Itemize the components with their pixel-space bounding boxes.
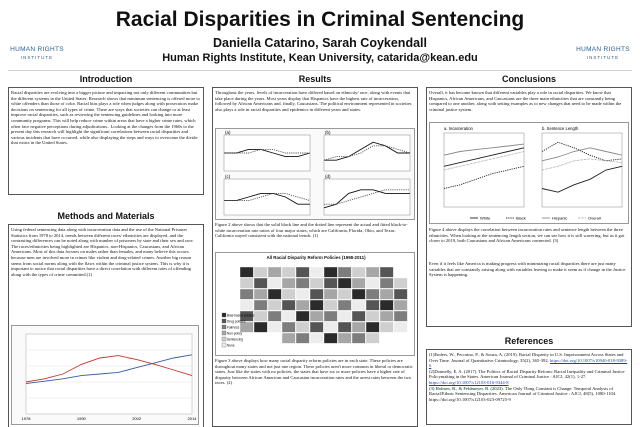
state-tile — [296, 267, 309, 277]
legend-swatch — [222, 343, 226, 347]
panel-label: (a) — [225, 130, 231, 135]
panel-label: (b) — [325, 130, 331, 135]
state-tile — [296, 300, 309, 310]
methods-line-chart — [12, 326, 200, 426]
state-tile — [324, 300, 337, 310]
state-tile — [366, 322, 379, 332]
conclusions-box — [426, 87, 632, 327]
state-tile — [338, 311, 351, 321]
legend-swatch — [222, 319, 226, 323]
state-tile — [282, 300, 295, 310]
state-tile — [282, 322, 295, 332]
state-tile — [352, 278, 365, 288]
results-text-1: Throughout the years, levels of incarceration have differed based on ethnicity/ race, along with events that take place during the years. Most years display that Hispanics have the highest rate of incarceration, followed by African Americans and, finally, Caucasians. The political environment represented in societies also plays a role in racial disparities and epidemics in different years and states. — [215, 90, 412, 112]
legend-label: Black — [516, 215, 526, 221]
state-tile — [240, 267, 253, 277]
state-tile — [352, 311, 365, 321]
state-tile — [296, 311, 309, 321]
results-box — [212, 87, 418, 427]
state-tile — [352, 267, 365, 277]
legend-swatch — [222, 331, 226, 335]
x-tick-label: 1978 — [21, 416, 31, 421]
results-heading: Results — [298, 74, 332, 84]
panel-label: (c) — [225, 174, 231, 179]
state-tile — [324, 322, 337, 332]
state-tile — [394, 322, 407, 332]
state-tile — [380, 300, 393, 310]
legend-label: Sentencing — [227, 337, 243, 342]
institute-logo-right — [572, 40, 634, 66]
methods-heading: Methods and Materials — [57, 211, 155, 221]
conclusions-line-charts — [430, 123, 630, 225]
legend-label: Non-policy — [227, 331, 243, 336]
legend-swatch — [222, 313, 226, 317]
reference-item — [429, 386, 629, 403]
state-tile — [240, 300, 253, 310]
state-tile — [254, 300, 267, 310]
state-tile — [366, 311, 379, 321]
state-tile — [310, 322, 323, 332]
legend-label: Bias-based policies — [227, 313, 255, 318]
reference-link[interactable]: https://doi.org/10.1007/s10940-018-9389-6 — [429, 357, 628, 369]
state-tile — [380, 289, 393, 299]
results-figure-3 — [215, 252, 415, 356]
conclusions-heading: Conclusions — [501, 74, 556, 84]
state-tile — [268, 322, 281, 332]
state-tile — [310, 267, 323, 277]
state-tile — [324, 278, 337, 288]
state-tile — [254, 322, 267, 332]
results-figure-2 — [215, 128, 415, 220]
state-tile — [352, 289, 365, 299]
state-tile — [324, 333, 337, 343]
state-tile — [254, 311, 267, 321]
middle-column — [212, 74, 418, 424]
panel-title: a. Incarceration — [444, 126, 473, 131]
state-tile — [352, 322, 365, 332]
legend-swatch — [222, 337, 226, 341]
state-tile — [310, 300, 323, 310]
panel-frame — [224, 179, 310, 215]
state-tile — [268, 289, 281, 299]
state-tile — [338, 267, 351, 277]
state-tile — [380, 311, 393, 321]
legend-label: Overall — [588, 215, 601, 221]
legend-label: Fairness — [227, 325, 240, 330]
conclusions-figure-4 — [429, 122, 629, 224]
state-tile — [394, 289, 407, 299]
x-tick-label: 1990 — [76, 416, 86, 421]
state-tile — [254, 289, 267, 299]
state-tile — [324, 267, 337, 277]
state-tile — [394, 278, 407, 288]
legend-swatch — [222, 325, 226, 329]
state-tile — [296, 278, 309, 288]
header-divider — [8, 70, 632, 71]
methods-box — [8, 224, 204, 427]
methods-text: Using federal sentencing data along with incarceration data and the use of the National Prisoner Statistics from 1978 to 2014, trends between different races/ ethnicities are displayed, and the contrasting differences can be noted along with number of prisoners by state and their sex and race. The races/ethnicities being highlighted are Hispanics, non-Hispanics, Caucasians, and African Americans. Most of this data focuses on males rather than females, and many believe this occurs because men are involved more in crimes like violent and drug-related crimes. Another big reason stems from social norms along with the flaws within the criminal justice system. This is why it is important to notice that racial disparities have a direct correlation with different rates of offending along with the types of crime committed.(1) — [11, 227, 194, 277]
state-tile — [268, 267, 281, 277]
reference-text: (3) Holmes, B., & Feldmeyer, B. (2023). The Only Thing Constant is Change: Temporal Analysis of Racial/Ethnic Sentencing Disparities. American Journal of Criminal Justice : AJCJ, 48(5), 1080-1104. https://doi.org/10.1007/s12103-023-09725-9 — [429, 385, 617, 402]
state-tile — [324, 289, 337, 299]
reference-item — [429, 369, 629, 386]
references-box — [426, 349, 632, 425]
state-tile — [268, 300, 281, 310]
state-tile — [366, 289, 379, 299]
panel-label: (d) — [325, 174, 331, 179]
state-tile — [366, 267, 379, 277]
state-tile — [296, 333, 309, 343]
state-tile — [268, 311, 281, 321]
state-tile — [282, 311, 295, 321]
conclusions-text-2: Figure 4 above displays the correlation between incarceration rates and sentence length between the three ethnicities. When looking at the sentencing length section, we can see how it is still wavering, but as it got closer to 2019, both Caucasians and African Americans connected. (3) — [429, 227, 625, 244]
state-tile — [394, 311, 407, 321]
plot-area — [26, 334, 192, 414]
panel-title: b. Sentence Length — [542, 126, 579, 131]
results-text-2: Figure 2 above shows that the solid black line and the dotted line represent the actual and fitted black-to-white incarceration rate ratios of four major states, which are California, Florida, Ohio, and Texas. California stayed consistent with the national trends. (1) — [215, 222, 408, 239]
state-tile — [296, 322, 309, 332]
legend-label: Hispanic — [552, 215, 568, 221]
state-tile — [310, 289, 323, 299]
references-heading: References — [504, 336, 554, 346]
conclusions-text-3: Even if it feels like America is making progress with minimizing racial disparities there are just many variables that are constantly arising along with variables leaving to make it seem as if change in the Justice System is happening. — [429, 261, 626, 278]
logo-name: HUMAN RIGHTS — [10, 46, 64, 53]
state-tile — [282, 333, 295, 343]
state-tile — [338, 300, 351, 310]
right-column — [426, 74, 632, 424]
state-tile — [394, 300, 407, 310]
state-tile — [254, 267, 267, 277]
state-tile — [310, 311, 323, 321]
x-tick-label: 2002 — [132, 416, 142, 421]
introduction-heading: Introduction — [79, 74, 133, 84]
state-tile — [240, 289, 253, 299]
state-tile — [338, 322, 351, 332]
state-tile — [338, 289, 351, 299]
legend-label: Drug policies — [227, 319, 246, 324]
state-tile — [310, 333, 323, 343]
panel-frame — [324, 179, 410, 215]
introduction-text: Racial disparities are evolving into a bigger picture and impacting not only different communities but the different systems in the United States. Research shows that minimum sentencing is offered more to white offenders than those of color. Racial bias plays a role when judges along with prosecutors make decisions on sentencing for all types of crime. There are ways that societies can change or at least improve racial disparities, such as reviewing the sentencing guidelines and looking into more community programs. This will help reduce crime within areas that have a higher crime rates, which often face negative perceptions during adjudications.. Looking at the changes from the 1960s to the present day this research will highlight the significant correlations between racial disparities and various incidents that have occurred, while also displaying the steps and ways to overcome the divide that exists in the United States. — [8, 87, 204, 195]
state-tile — [366, 333, 379, 343]
x-tick-label: 2014 — [187, 416, 197, 421]
state-tile — [380, 322, 393, 332]
state-tile — [254, 278, 267, 288]
state-tile — [352, 300, 365, 310]
reference-item — [429, 352, 629, 369]
state-tile — [352, 333, 365, 343]
state-tile — [366, 300, 379, 310]
map-title: All Racial Disparity Reform Policies (1998-2011) — [266, 255, 366, 260]
reference-link[interactable]: https://doi.org/10.1007/s12103-016-9344-8 — [429, 379, 509, 385]
state-tile — [282, 278, 295, 288]
state-tile — [380, 278, 393, 288]
state-tile — [380, 267, 393, 277]
state-tile — [296, 289, 309, 299]
results-panel-charts — [216, 129, 416, 221]
institute-logo-left — [6, 40, 68, 66]
legend-label: White — [480, 215, 491, 221]
logo-sub: INSTITUTE — [20, 55, 54, 60]
reference-text: (1)Enders, W., Pecorino, P., & Souza, A. (2019). Racial Disparity in U.S. Imprisonment Across States and Over Time. Journal of Quantitative Criminology, 35(2), 365-392. — [429, 352, 624, 363]
methods-figure — [11, 325, 199, 425]
state-tile — [366, 278, 379, 288]
affiliation: Human Rights Institute, Kean University, catarida@kean.edu — [162, 52, 478, 64]
us-policy-map — [216, 253, 416, 357]
reference-text: (2)Donnelly, E. A. (2017). The Politics of Racial Disparity Reform: Racial Inequality and Criminal Justice Policymaking in the States. American Journal of Criminal Justice : AJCJ, 42(1), 1-27. — [429, 368, 625, 380]
poster-title: Racial Disparities in Criminal Sentencing — [115, 8, 525, 31]
state-tile — [338, 278, 351, 288]
state-tile — [268, 278, 281, 288]
authors: Daniella Catarino, Sarah Coykendall — [213, 36, 427, 50]
state-tile — [338, 333, 351, 343]
conclusions-text-1: Overall, it has become known that different variables play a role in racial disparities. We know that Hispanics, African Americans, and Caucasians are the three main ethnicities that are constantly being compared to one another, along with setting examples as to new changes that need to be made within the criminal justice system. — [429, 90, 622, 112]
state-tile — [282, 289, 295, 299]
results-text-3: Figure 3 above displays how many racial disparity reform policies are in each state. These policies are throughout many states and not just one region. These policies aren't more common in liberal or democratic states. Just like the states with no policies, the states that have six or more policies have a higher rate of disparity between African American and Caucasian incarceration rates and the arrest rates between the two races. (2) — [215, 358, 413, 386]
logo-name: HUMAN RIGHTS — [576, 46, 630, 53]
legend-label: None — [227, 343, 235, 348]
state-tile — [310, 278, 323, 288]
state-tile — [324, 311, 337, 321]
left-column — [8, 74, 204, 424]
logo-sub: INSTITUTE — [586, 55, 620, 60]
state-tile — [240, 278, 253, 288]
state-tile — [282, 267, 295, 277]
panel-frame — [444, 133, 524, 207]
